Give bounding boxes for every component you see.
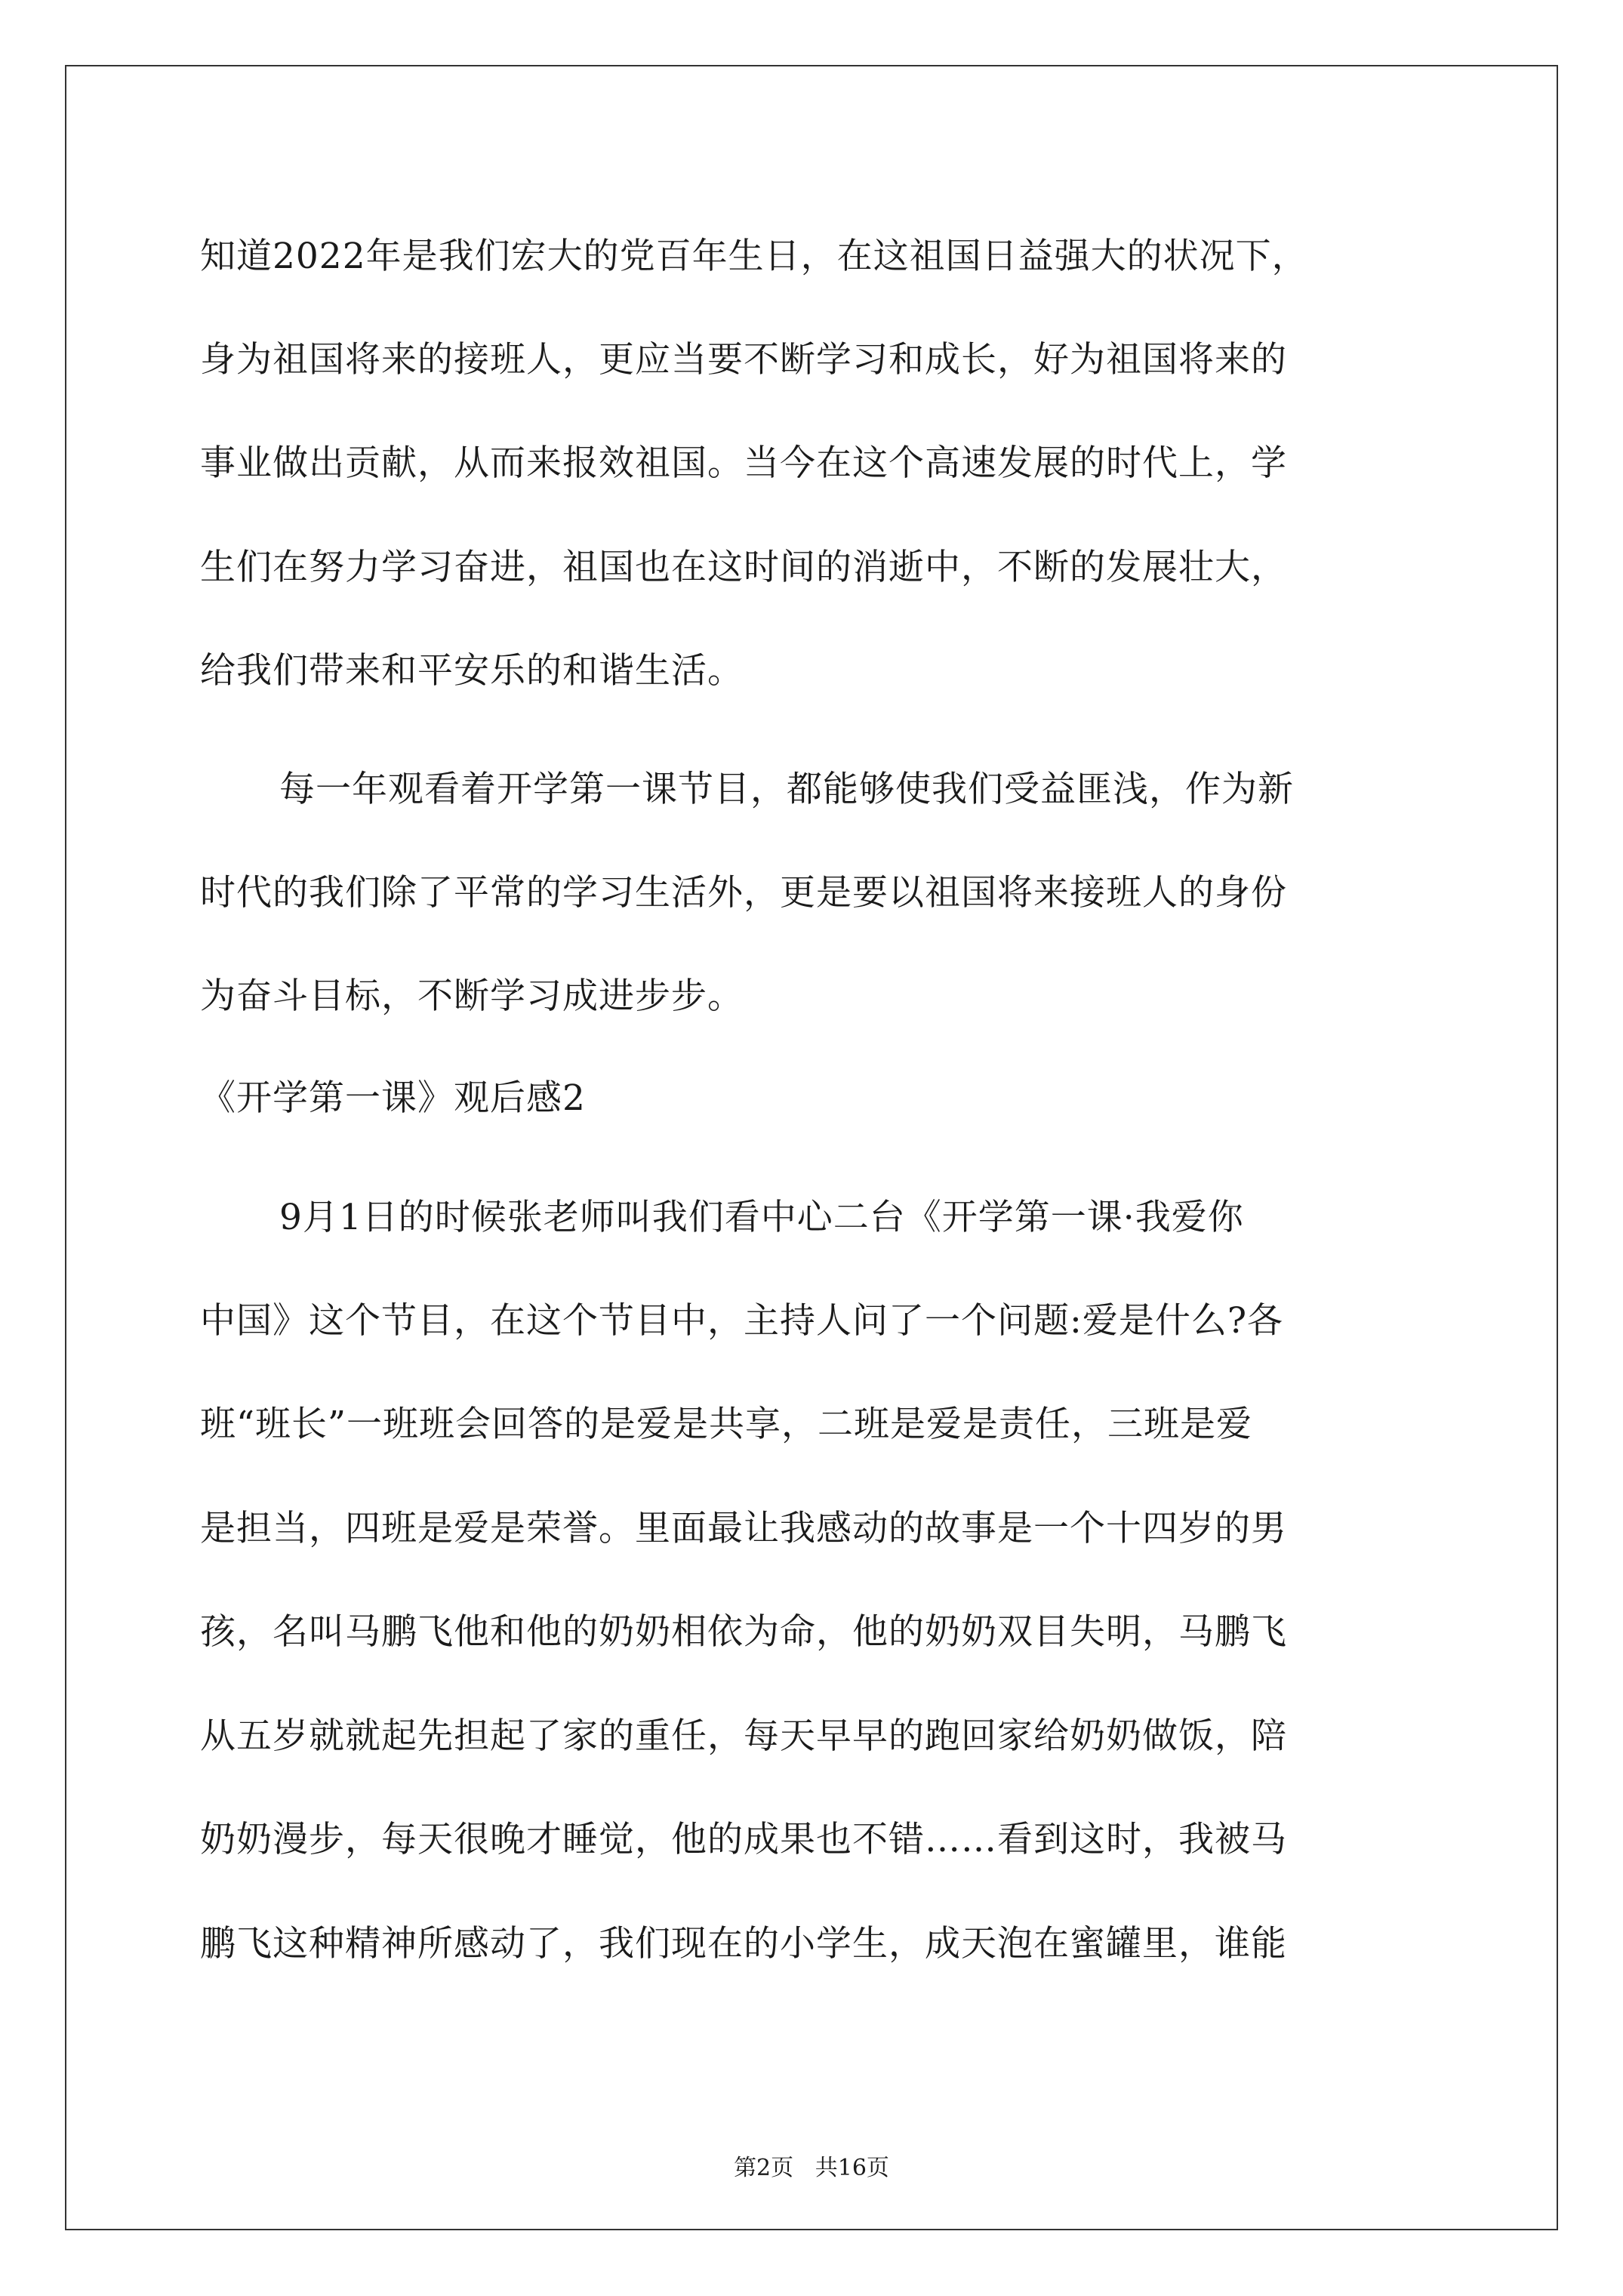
text-line: 身为祖国将来的接班人，更应当要不断学习和成长，好为祖国将来的: [200, 339, 1287, 381]
paragraph-first-line: 9月1日的时候张老师叫我们看中心二台《开学第一课·我爱你: [279, 1197, 1244, 1238]
text-line: 是担当，四班是爱是荣誉。里面最让我感动的故事是一个十四岁的男: [200, 1508, 1287, 1549]
text-line: 知道2022年是我们宏大的党百年生日，在这祖国日益强大的状况下，: [200, 236, 1308, 277]
text-line: 中国》这个节目，在这个节目中，主持人问了一个问题:爱是什么?各: [200, 1300, 1284, 1342]
text-line: 从五岁就就起先担起了家的重任，每天早早的跑回家给奶奶做饭，陪: [200, 1715, 1287, 1757]
text-line: 时代的我们除了平常的学习生活外，更是要以祖国将来接班人的身份: [200, 872, 1287, 914]
text-line: 为奋斗目标，不断学习成进步步。: [200, 975, 744, 1017]
section-heading: 《开学第一课》观后感2: [200, 1077, 586, 1119]
page-border: [65, 65, 1558, 2230]
text-line: 孩，名叫马鹏飞他和他的奶奶相依为命，他的奶奶双目失明，马鹏飞: [200, 1611, 1287, 1653]
text-line: 生们在努力学习奋进，祖国也在这时间的消逝中，不断的发展壮大，: [200, 547, 1287, 588]
text-line: 鹏飞这种精神所感动了，我们现在的小学生，成天泡在蜜罐里，谁能: [200, 1923, 1287, 1965]
text-line: 给我们带来和平安乐的和谐生活。: [200, 650, 744, 692]
text-line: 事业做出贡献，从而来报效祖国。当今在这个高速发展的时代上，学: [200, 442, 1287, 484]
paragraph-first-line: 每一年观看着开学第一课节目，都能够使我们受益匪浅，作为新: [279, 769, 1294, 810]
text-line: 奶奶漫步，每天很晚才睡觉，他的成果也不错……看到这时，我被马: [200, 1819, 1287, 1860]
text-line: 班“班长”一班班会回答的是爱是共享，二班是爱是责任，三班是爱: [200, 1404, 1253, 1445]
page-footer: 第2页 共16页: [734, 2155, 889, 2181]
